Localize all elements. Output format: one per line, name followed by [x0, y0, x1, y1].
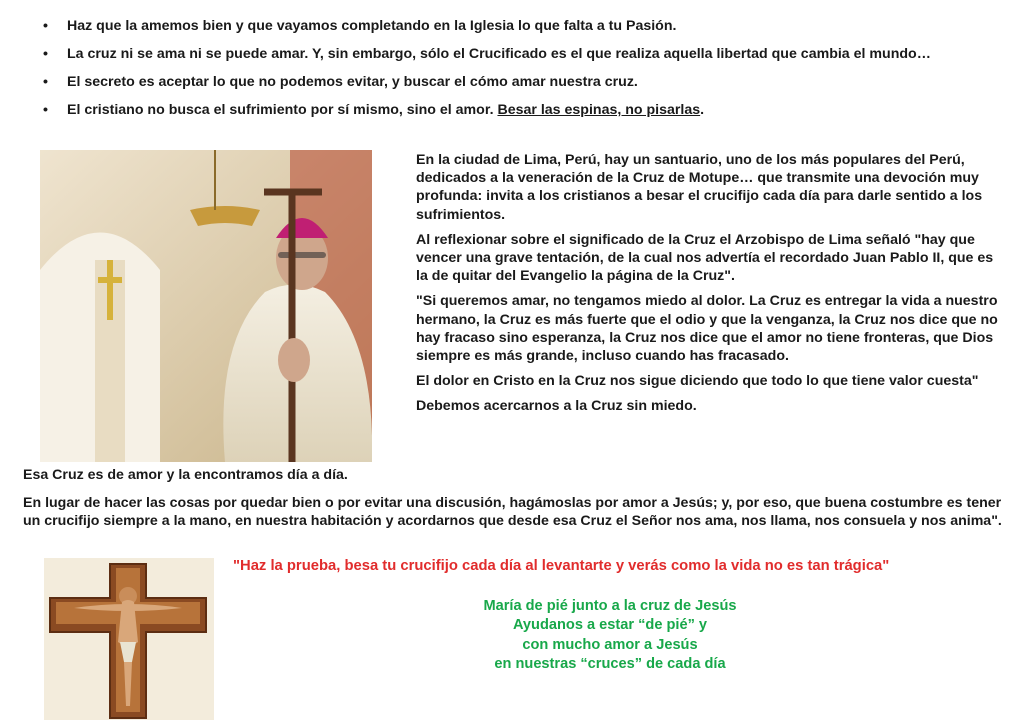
paragraph: "Si queremos amar, no tengamos miedo al dolor. La Cruz es entregar la vida a nuestro hermano, la Cruz es más fuerte que el odio y que la venganza, la Cruz nos dice que no hay fracaso sino esperanza, la Cruz nos dice que el amor no tiene fronteras, que Dios siempre es más grande, incluso cuando has fracasado.	[416, 293, 998, 365]
bullet-text: Haz que la amemos bien y que vayamos completando en la Iglesia lo que falta a tu Pasión.	[67, 18, 677, 34]
bullet-item	[40, 46, 1000, 63]
prayer-line: en nuestras “cruces” de cada día	[494, 655, 726, 672]
bullet-text: El cristiano no busca el sufrimiento por sí mismo, sino el amor.	[67, 102, 498, 118]
bullet-item	[40, 74, 1000, 91]
prayer-block	[440, 597, 780, 674]
bullet-item	[40, 102, 1000, 119]
right-text-column	[416, 151, 1008, 423]
bullet-item	[40, 18, 1000, 35]
highlighted-quote: "Haz la prueba, besa tu crucifijo cada día al levantarte y verás como la vida no es tan trágica"	[233, 558, 890, 574]
prayer-line: con mucho amor a Jesús	[522, 636, 698, 653]
underlined-phrase: Besar las espinas, no pisarlas	[497, 102, 701, 118]
bullet-text: La cruz ni se ama ni se puede amar. Y, sin embargo, sólo el Crucificado es el que realiza aquella libertad que cambia el mundo…	[67, 46, 931, 62]
caption-line: Esa Cruz es de amor y la encontramos día a día.	[23, 467, 348, 483]
paragraph: El dolor en Cristo en la Cruz nos sigue diciendo que todo lo que tiene valor cuesta"	[416, 373, 979, 390]
bullet-list	[40, 18, 1000, 130]
prayer-line: María de pié junto a la cruz de Jesús	[483, 598, 737, 614]
paragraph: Al reflexionar sobre el significado de la Cruz el Arzobispo de Lima señaló "hay que vencer una grave tentación, de la cual nos advertía el recordado Juan Pablo II, que es la de quitar del Evangelio la página de la Cruz".	[416, 231, 994, 285]
lower-paragraph: En lugar de hacer las cosas por quedar bien o por evitar una discusión, hagámoslas por amor a Jesús; y, por eso, que buena costumbre es tener un crucifijo siempre a la mano, en nuestra habitación y acordarnos que desde esa Cruz el Señor nos ama, nos llama, nos consuela y nos anima".	[23, 495, 1002, 530]
bullet-tail: .	[700, 102, 705, 118]
archbishop-photo	[40, 150, 372, 462]
paragraph: Debemos acercarnos a la Cruz sin miedo.	[416, 398, 697, 415]
paragraph: En la ciudad de Lima, Perú, hay un santuario, uno de los más populares del Perú, dedicados a la veneración de la Cruz de Motupe… que transmite una devoción muy profunda: invita a los cristianos a besar el crucifijo cada día para darle sentido a los sufrimientos.	[416, 152, 983, 223]
bullet-text: El secreto es aceptar lo que no podemos evitar, y buscar el cómo amar nuestra cruz.	[67, 74, 638, 90]
prayer-line: Ayudanos a estar “de pié” y	[512, 617, 708, 634]
crucifix-image	[44, 558, 214, 720]
